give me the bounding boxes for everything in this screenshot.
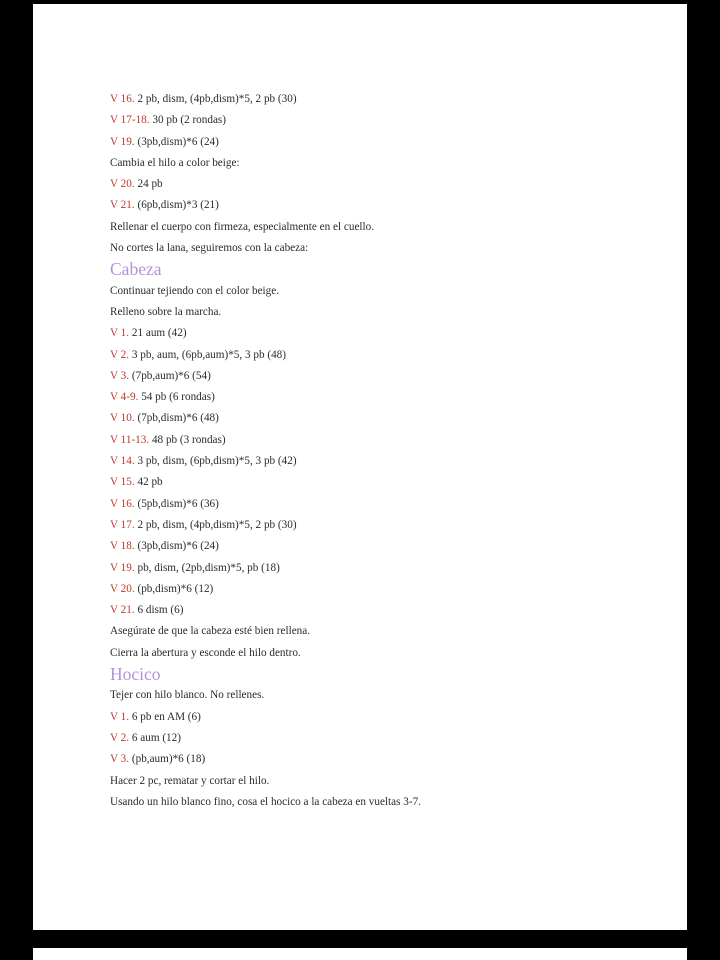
document-page: [33, 4, 687, 930]
round-label: V 15.: [110, 476, 135, 489]
round-instruction: [110, 728, 670, 749]
round-instruction: [110, 749, 670, 770]
round-label: V 17.: [110, 518, 135, 531]
instruction-text: Rellenar el cuerpo con firmeza, especialmente en el cuello.: [110, 220, 375, 233]
round-text: (3pb,dism)*6 (24): [134, 540, 219, 553]
round-label: V 3.: [110, 753, 130, 766]
round-label: V 16.: [110, 93, 135, 105]
round-text: 48 pb (3 rondas): [149, 433, 226, 446]
section-heading: Hocico: [110, 664, 161, 685]
round-text: (3pb,dism)*6 (24): [134, 135, 219, 148]
round-instruction: [110, 387, 670, 408]
round-instruction: [110, 472, 670, 493]
round-text: (pb,dism)*6 (12): [134, 582, 214, 595]
round-instruction: [110, 408, 670, 429]
round-instruction: [110, 366, 670, 387]
instruction-text: Cambia el hilo a color beige:: [110, 156, 240, 169]
round-label: V 18.: [110, 540, 135, 553]
round-text: 24 pb: [134, 178, 163, 191]
round-instruction: [110, 600, 670, 621]
instruction-text: Usando un hilo blanco fino, cosa el hocico a la cabeza en vueltas 3-7.: [110, 795, 421, 808]
round-label: V 14.: [110, 455, 135, 468]
instruction-text: Tejer con hilo blanco. No rellenes.: [110, 689, 265, 702]
round-label: V 1.: [110, 710, 130, 723]
next-page-edge: [33, 948, 687, 960]
round-text: 2 pb, dism, (4pb,dism)*5, 2 pb (30): [134, 518, 297, 531]
round-label: V 17-18.: [110, 114, 150, 127]
round-instruction: [110, 430, 670, 451]
round-label: V 2.: [110, 348, 130, 361]
round-instruction: [110, 110, 670, 131]
round-text: 6 dism (6): [134, 604, 184, 617]
round-instruction: [110, 323, 670, 344]
round-instruction: [110, 579, 670, 600]
round-label: V 16.: [110, 497, 135, 510]
round-label: V 1.: [110, 327, 130, 340]
round-instruction: [110, 89, 670, 110]
round-text: 3 pb, aum, (6pb,aum)*5, 3 pb (48): [129, 348, 286, 361]
round-text: (pb,aum)*6 (18): [129, 753, 206, 766]
round-label: V 20.: [110, 178, 135, 191]
instruction-text: Relleno sobre la marcha.: [110, 305, 222, 318]
round-instruction: [110, 494, 670, 515]
round-instruction: [110, 174, 670, 195]
round-text: 6 aum (12): [129, 731, 181, 744]
round-instruction: [110, 195, 670, 216]
instruction-text: Asegúrate de que la cabeza esté bien rellena.: [110, 625, 311, 638]
instruction-text: Cierra la abertura y esconde el hilo dentro.: [110, 646, 301, 659]
round-label: V 19.: [110, 561, 135, 574]
round-text: (7pb,aum)*6 (54): [129, 369, 211, 382]
instruction-text: Continuar tejiendo con el color beige.: [110, 284, 280, 297]
round-text: (5pb,dism)*6 (36): [134, 497, 219, 510]
round-label: V 19.: [110, 135, 135, 148]
round-text: 21 aum (42): [129, 327, 187, 340]
round-instruction: [110, 345, 670, 366]
round-label: V 20.: [110, 582, 135, 595]
round-label: V 2.: [110, 731, 130, 744]
round-instruction: [110, 132, 670, 153]
instruction-text: No cortes la lana, seguiremos con la cabeza:: [110, 242, 309, 255]
round-text: (7pb,dism)*6 (48): [134, 412, 219, 425]
round-label: V 4-9.: [110, 391, 139, 404]
round-text: 42 pb: [134, 476, 163, 489]
round-label: V 3.: [110, 369, 130, 382]
round-label: V 21.: [110, 604, 135, 617]
round-text: 54 pb (6 rondas): [138, 391, 215, 404]
round-label: V 21.: [110, 199, 135, 212]
round-label: V 11-13.: [110, 433, 150, 446]
round-instruction: [110, 707, 670, 728]
round-instruction: [110, 515, 670, 536]
round-text: 6 pb en AM (6): [129, 710, 201, 723]
instruction-text: Hacer 2 pc, rematar y cortar el hilo.: [110, 774, 270, 787]
round-text: pb, dism, (2pb,dism)*5, pb (18): [134, 561, 280, 574]
round-instruction: [110, 558, 670, 579]
round-text: 3 pb, dism, (6pb,dism)*5, 3 pb (42): [134, 455, 297, 468]
round-text: 2 pb, dism, (4pb,dism)*5, 2 pb (30): [134, 93, 297, 105]
round-text: (6pb,dism)*3 (21): [134, 199, 219, 212]
round-text: 30 pb (2 rondas): [149, 114, 227, 127]
round-instruction: [110, 451, 670, 472]
pattern-instructions: [110, 89, 670, 813]
round-label: V 10.: [110, 412, 135, 425]
round-instruction: [110, 536, 670, 557]
section-heading: Cabeza: [110, 259, 162, 280]
